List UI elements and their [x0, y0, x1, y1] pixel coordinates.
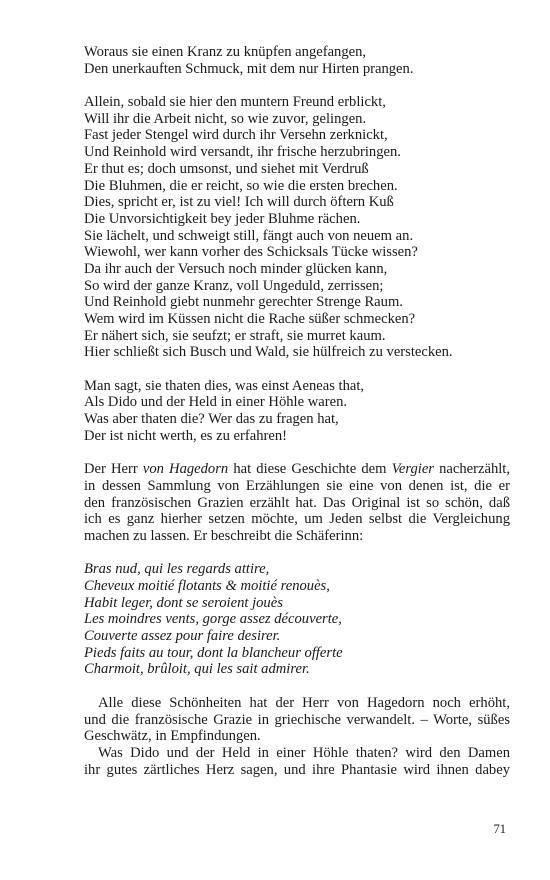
- verse-line: Wiewohl, wer kann vorher des Schicksals Tücke wissen?: [84, 244, 418, 261]
- quote-line: Bras nud, qui les regards attire,: [84, 561, 270, 578]
- source-author-name: Vergier: [391, 461, 434, 478]
- commentary-text: Der Herr: [84, 461, 143, 478]
- commentary-line: [84, 461, 510, 478]
- verse-line: Den unerkauften Schmuck, mit dem nur Hirten prangen.: [84, 60, 414, 77]
- verse-line: Hier schließt sich Busch und Wald, sie hülfreich zu verstecken.: [84, 344, 453, 361]
- page-content: [84, 44, 510, 778]
- commentary-paragraph: [84, 461, 510, 544]
- quote-line: Charmoit, brûloit, qui les sait admirer.: [84, 661, 310, 678]
- prose-line: Geschwätz, in Empfindungen.: [84, 728, 261, 745]
- author-name: von Hagedorn: [142, 461, 229, 478]
- verse-stanza-3: [84, 378, 510, 445]
- verse-line: Will ihr die Arbeit nicht, so wie zuvor, gelingen.: [84, 110, 367, 127]
- commentary-line: ich es ganz hierher setzen möchte, um Jeden selbst die Vergleichung: [84, 511, 510, 528]
- prose-line: Alle diese Schönheiten hat der Herr von Hagedorn noch erhöht,: [98, 694, 510, 711]
- verse-line: Sie lächelt, und schweigt still, fängt auch von neuem an.: [84, 227, 414, 244]
- quote-line: Pieds faits au tour, dont la blancheur offerte: [84, 644, 343, 661]
- verse-line: So wird der ganze Kranz, voll Ungeduld, zerrissen;: [84, 277, 384, 294]
- page-number: 71: [493, 822, 506, 836]
- commentary-line: machen zu lassen. Er beschreibt die Schäferinn:: [84, 527, 364, 544]
- verse-line: Und Reinhold giebt nunmehr gerechter Strenge Raum.: [84, 294, 403, 311]
- commentary-line: in dessen Sammlung von Erzählungen sie eine von denen ist, die er: [84, 477, 510, 494]
- verse-line: Die Bluhmen, die er reicht, so wie die ersten brechen.: [84, 177, 398, 194]
- prose-paragraphs: [84, 695, 510, 778]
- french-quote: [84, 561, 510, 678]
- verse-line: Er thut es; doch umsonst, und siehet mit Verdruß: [84, 160, 369, 177]
- verse-line: Wem wird im Küssen nicht die Rache süßer schmecken?: [84, 311, 416, 327]
- quote-line: Les moindres vents, gorge assez découverte,: [84, 611, 342, 628]
- verse-line: Was aber thaten die? Wer das zu fragen hat,: [84, 411, 339, 428]
- verse-line: Als Dido und der Held in einer Höhle waren.: [84, 394, 348, 411]
- commentary-text: nacherzählt,: [433, 461, 510, 478]
- verse-line: Der ist nicht werth, es zu erfahren!: [84, 427, 288, 444]
- verse-line: Woraus sie einen Kranz zu knüpfen angefangen,: [84, 44, 367, 60]
- verse-line: Er nähert sich, sie seufzt; er straft, sie murret kaum.: [84, 327, 386, 344]
- verse-stanza-1: [84, 44, 510, 77]
- commentary-line: den französischen Grazien erzählt hat. Das Original ist so schön, daß: [84, 494, 510, 511]
- verse-line: Da ihr auch der Versuch noch minder glücken kann,: [84, 260, 388, 277]
- verse-line: Und Reinhold wird versandt, ihr frische herzubringen.: [84, 144, 401, 161]
- quote-line: Habit leger, dont se seroient jouès: [84, 594, 283, 611]
- verse-line: Die Unvorsichtigkeit bey jeder Bluhme rächen.: [84, 210, 361, 227]
- prose-line: und die französische Grazie in griechische verwandelt. – Worte, süßes: [84, 711, 510, 728]
- verse-line: Allein, sobald sie hier den muntern Freund erblickt,: [84, 94, 386, 111]
- prose-line: Was Dido und der Held in einer Höhle thaten? wird den Damen: [98, 744, 510, 761]
- prose-line: ihr gutes zärtliches Herz sagen, und ihre Phantasie wird ihnen dabey: [84, 761, 510, 778]
- commentary-text: hat diese Geschichte dem: [228, 461, 392, 478]
- verse-line: Dies, spricht er, ist zu viel! Ich will durch öftern Kuß: [84, 194, 394, 211]
- verse-stanza-2: [84, 94, 510, 361]
- verse-line: Fast jeder Stengel wird durch ihr Versehn zerknickt,: [84, 127, 388, 144]
- quote-line: Cheveux moitié flotants & moitié renouès,: [84, 578, 330, 594]
- quote-line: Couverte assez pour faire desirer.: [84, 628, 281, 645]
- verse-line: Man sagt, sie thaten dies, was einst Aeneas that,: [84, 377, 365, 394]
